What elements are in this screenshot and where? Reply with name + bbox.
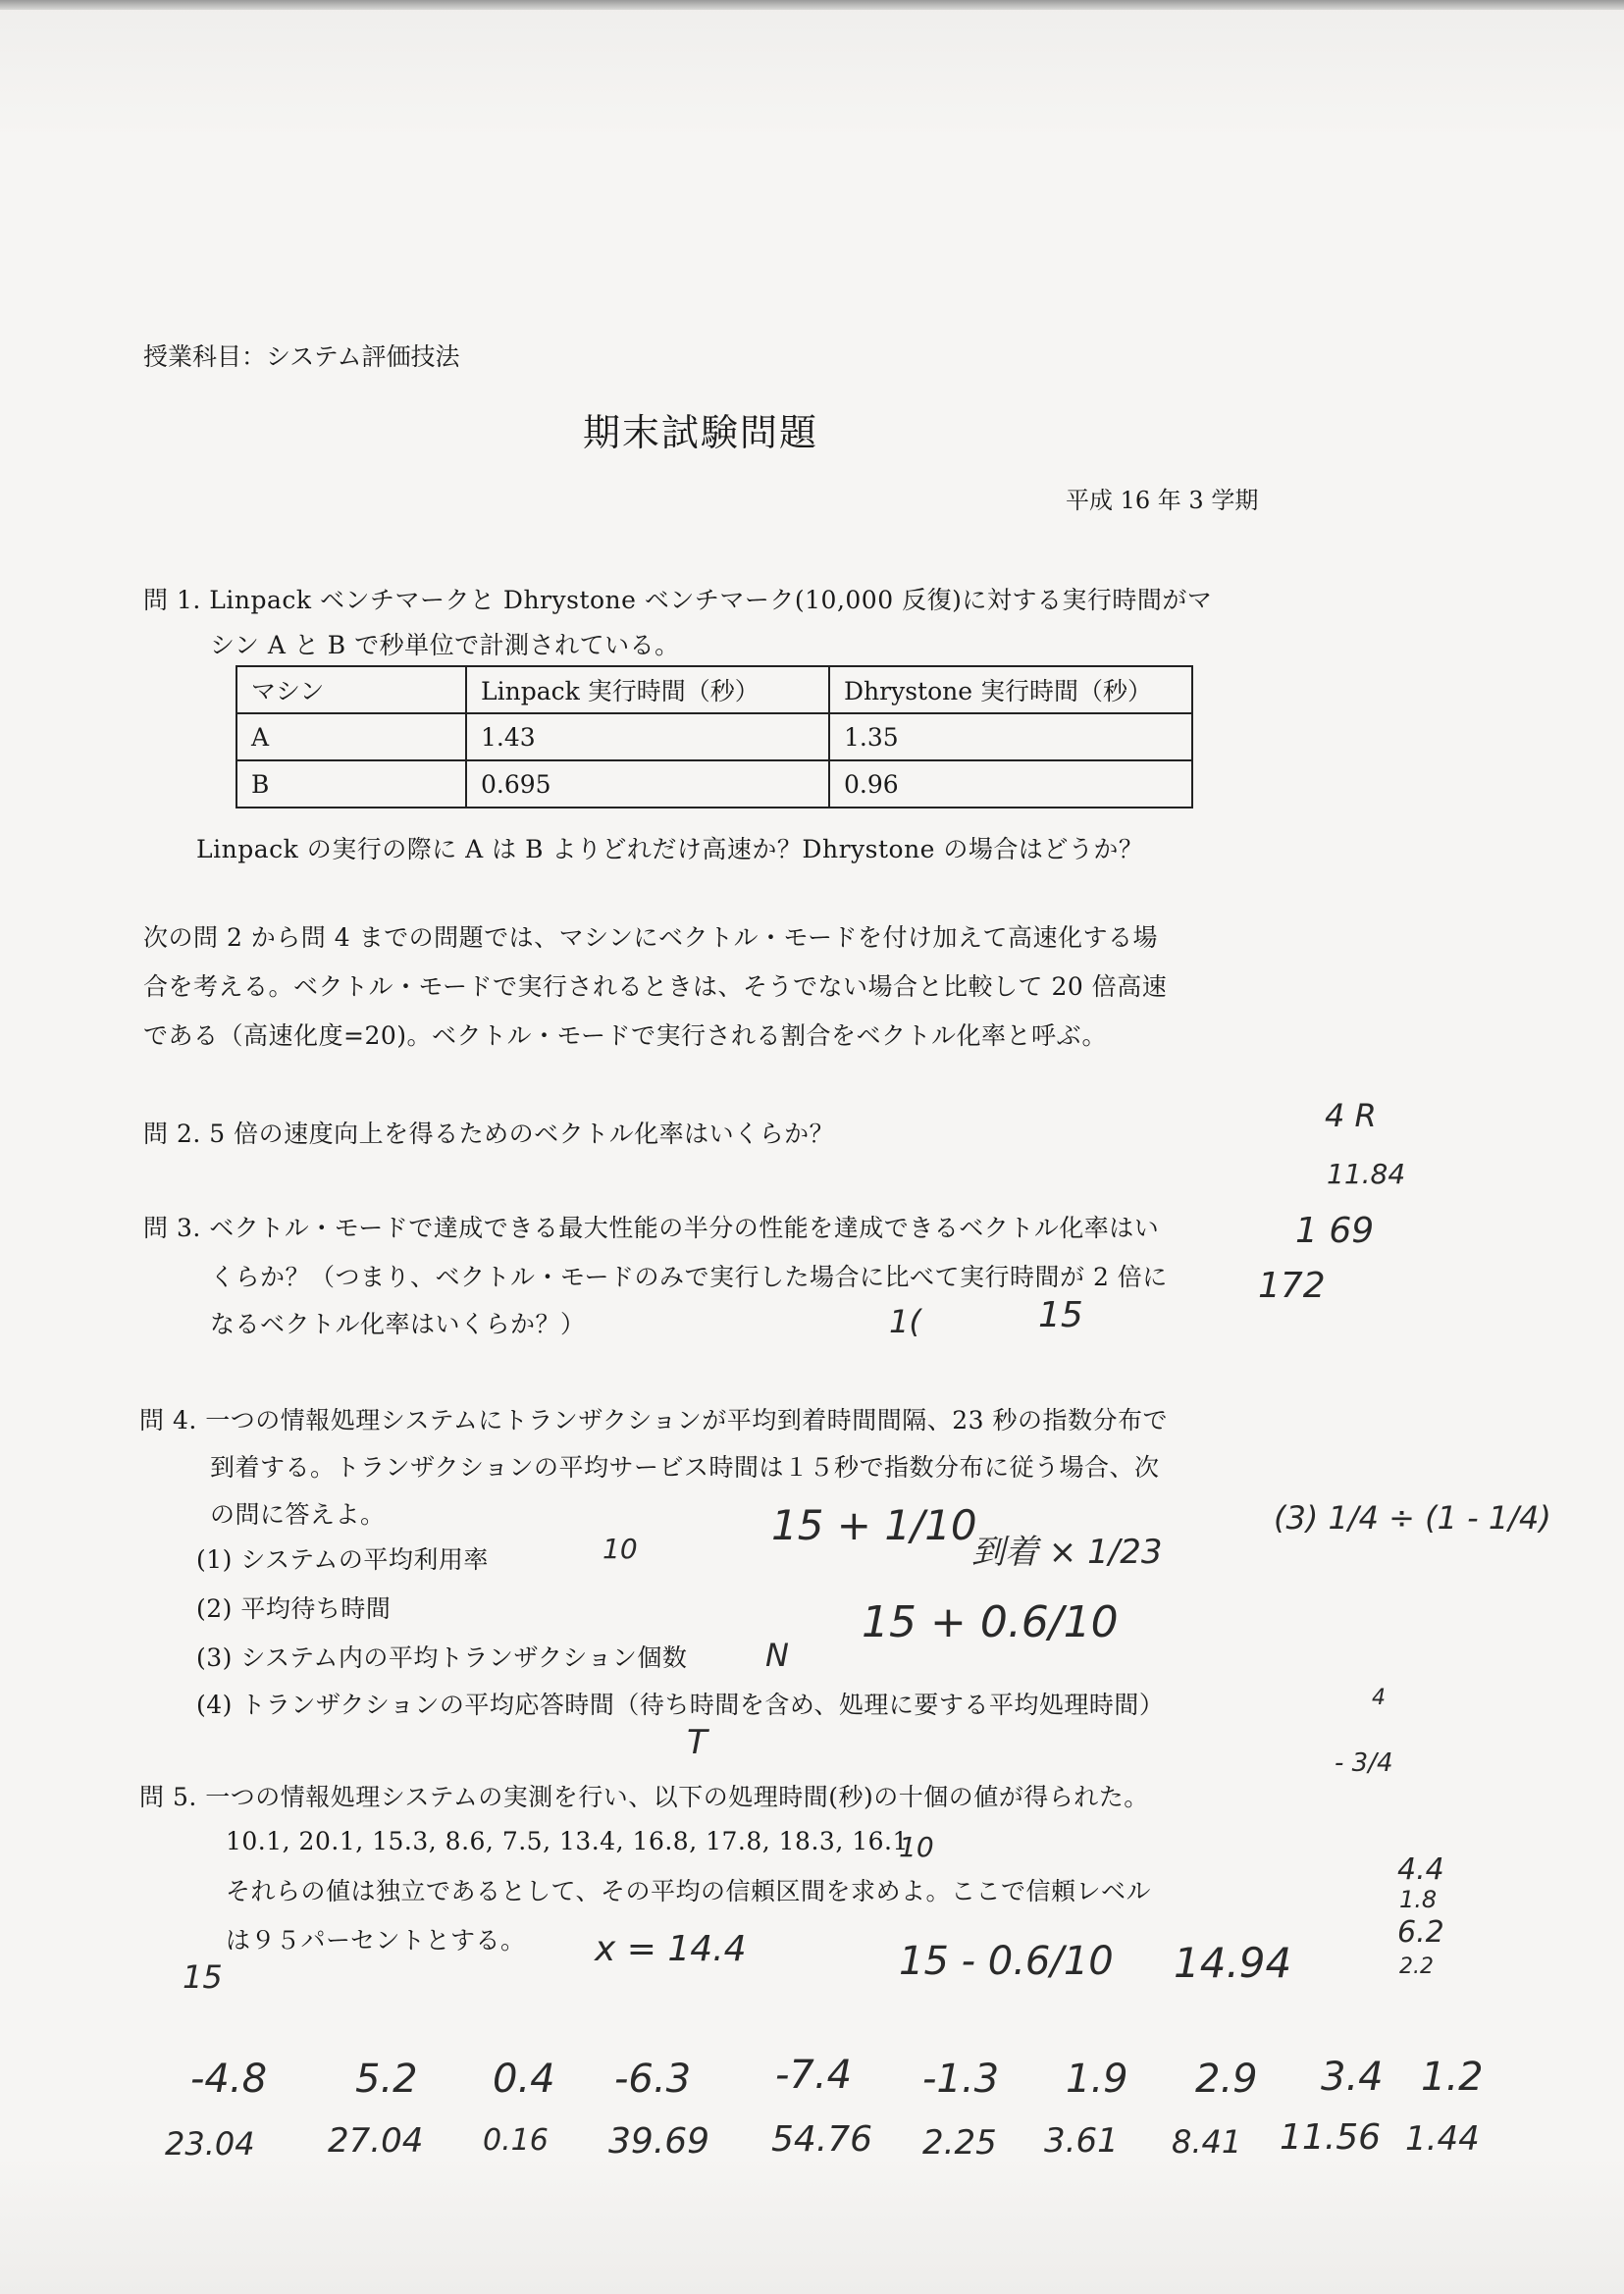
q5-values: 10.1, 20.1, 15.3, 8.6, 7.5, 13.4, 16.8, 17.8, 18.3, 16.1 xyxy=(226,1827,909,1855)
handwritten-note: T xyxy=(687,1723,707,1762)
page-title: 期末試験問題 xyxy=(583,411,819,454)
q1-question: Linpack の実行の際に A は B よりどれだけ高速か？Dhrystone の場合はどうか？ xyxy=(196,835,1144,863)
handwritten-note: - 3/4 xyxy=(1335,1748,1393,1778)
q2-line1: 問 2. 5 倍の速度向上を得るためのベクトル化率はいくらか？ xyxy=(143,1120,835,1148)
table-cell: 0.695 xyxy=(466,760,829,808)
q4-line2: 到着する。トランザクションの平均サービス時間は１５秒で指数分布に従う場合、次 xyxy=(210,1453,1160,1482)
handwritten-square: 1.44 xyxy=(1405,2119,1480,2159)
table-header-row xyxy=(236,666,1192,713)
handwritten-square: 8.41 xyxy=(1172,2123,1242,2161)
handwritten-note: 15 xyxy=(183,1958,223,1996)
table-header-cell: マシン xyxy=(236,666,466,713)
benchmark-table xyxy=(236,665,1193,808)
handwritten-note: 1( xyxy=(889,1303,921,1340)
handwritten-square: 3.61 xyxy=(1044,2121,1119,2161)
handwritten-note: 2.2 xyxy=(1399,1955,1434,1979)
table-cell: 0.96 xyxy=(829,760,1192,808)
handwritten-note: 15 - 0.6/10 xyxy=(899,1939,1114,1984)
handwritten-deviation: 3.4 xyxy=(1321,2055,1384,2100)
handwritten-note: (3) 1/4 ÷ (1 - 1/4) xyxy=(1274,1499,1551,1537)
handwritten-deviation: -6.3 xyxy=(614,2057,692,2102)
q1-line1: 問 1. Linpack ベンチマークと Dhrystone ベンチマーク(10,000 反復)に対する実行時間がマ xyxy=(143,586,1213,614)
handwritten-note: 4 R xyxy=(1325,1097,1377,1134)
course-subject: 授業科目：システム評価技法 xyxy=(143,342,460,371)
handwritten-note: 11.84 xyxy=(1327,1158,1406,1190)
handwritten-deviation: -4.8 xyxy=(190,2057,268,2102)
handwritten-note: 1 69 xyxy=(1295,1211,1375,1251)
handwritten-deviation: -7.4 xyxy=(775,2053,853,2098)
handwritten-deviation: 1.2 xyxy=(1421,2055,1484,2100)
table-row xyxy=(236,713,1192,760)
handwritten-note: 4.4 xyxy=(1397,1852,1444,1887)
q4-item-1: (1) システムの平均利用率 xyxy=(196,1545,489,1574)
q3-line2: くらか？（つまり、ベクトル・モードのみで実行した場合に比べて実行時間が 2 倍に xyxy=(210,1263,1168,1291)
q5-line1: 問 5. 一つの情報処理システムの実測を行い、以下の処理時間(秒)の十個の値が得られた。 xyxy=(139,1783,1149,1811)
handwritten-square: 54.76 xyxy=(771,2119,873,2160)
handwritten-note: 1.8 xyxy=(1399,1886,1438,1913)
handwritten-deviation: -1.3 xyxy=(922,2057,1000,2102)
handwritten-square: 0.16 xyxy=(483,2123,549,2158)
q4-line1: 問 4. 一つの情報処理システムにトランザクションが平均到着時間間隔、23 秒の指数分布で xyxy=(139,1406,1169,1434)
table-cell: 1.43 xyxy=(466,713,829,760)
table-cell: A xyxy=(236,713,466,760)
handwritten-note: 到着 × 1/23 xyxy=(971,1533,1163,1572)
handwritten-deviation: 2.9 xyxy=(1195,2057,1258,2102)
handwritten-note: 10 xyxy=(899,1831,934,1863)
handwritten-note: 14.94 xyxy=(1174,1939,1292,1987)
handwritten-deviation: 1.9 xyxy=(1066,2057,1128,2102)
table-header-cell: Dhrystone 実行時間（秒） xyxy=(829,666,1192,713)
handwritten-deviation: 5.2 xyxy=(355,2057,418,2102)
q4-item-2: (2) 平均待ち時間 xyxy=(196,1594,392,1623)
intro-line2: 合を考える。ベクトル・モードで実行されるときは、そうでない場合と比較して 20 倍高速 xyxy=(143,972,1168,1001)
handwritten-square: 23.04 xyxy=(165,2125,255,2163)
handwritten-note: 172 xyxy=(1258,1266,1326,1306)
intro-line3: である（高速化度=20)。ベクトル・モードで実行される割合をベクトル化率と呼ぶ。 xyxy=(143,1021,1108,1050)
q4-item-3: (3) システム内の平均トランザクション個数 xyxy=(196,1643,688,1672)
q1-line2: シン A と B で秒単位で計測されている。 xyxy=(210,631,680,659)
term-label: 平成 16 年 3 学期 xyxy=(1066,487,1259,514)
handwritten-note: 15 + 0.6/10 xyxy=(862,1597,1119,1647)
handwritten-note: 15 xyxy=(1038,1295,1083,1335)
handwritten-square: 27.04 xyxy=(328,2121,424,2161)
scan-edge xyxy=(0,0,1624,10)
q4-line3: の問に答えよ。 xyxy=(210,1500,386,1529)
table-cell: 1.35 xyxy=(829,713,1192,760)
q5-line4: は９５パーセントとする。 xyxy=(226,1926,526,1955)
handwritten-square: 11.56 xyxy=(1280,2117,1382,2158)
table-header-cell: Linpack 実行時間（秒） xyxy=(466,666,829,713)
handwritten-note: 4 xyxy=(1372,1686,1386,1710)
handwritten-square: 39.69 xyxy=(608,2121,710,2162)
handwritten-note: x = 14.4 xyxy=(595,1929,747,1969)
handwritten-note: 10 xyxy=(602,1533,638,1565)
q4-item-4: (4) トランザクションの平均応答時間（待ち時間を含め、処理に要する平均処理時間） xyxy=(196,1691,1165,1719)
intro-line1: 次の問 2 から問 4 までの問題では、マシンにベクトル・モードを付け加えて高速化する場 xyxy=(143,923,1158,952)
q3-line3: なるベクトル化率はいくらか？） xyxy=(210,1310,586,1338)
handwritten-note: 6.2 xyxy=(1397,1915,1444,1950)
table-row xyxy=(236,760,1192,808)
handwritten-note: 15 + 1/10 xyxy=(771,1501,977,1549)
handwritten-deviation: 0.4 xyxy=(493,2057,555,2102)
q5-line3: それらの値は独立であるとして、その平均の信頼区間を求めよ。ここで信頼レベル xyxy=(226,1877,1152,1905)
table-cell: B xyxy=(236,760,466,808)
handwritten-square: 2.25 xyxy=(922,2123,997,2163)
q3-line1: 問 3. ベクトル・モードで達成できる最大性能の半分の性能を達成できるベクトル化率はい xyxy=(143,1214,1160,1242)
handwritten-note: N xyxy=(765,1637,789,1674)
